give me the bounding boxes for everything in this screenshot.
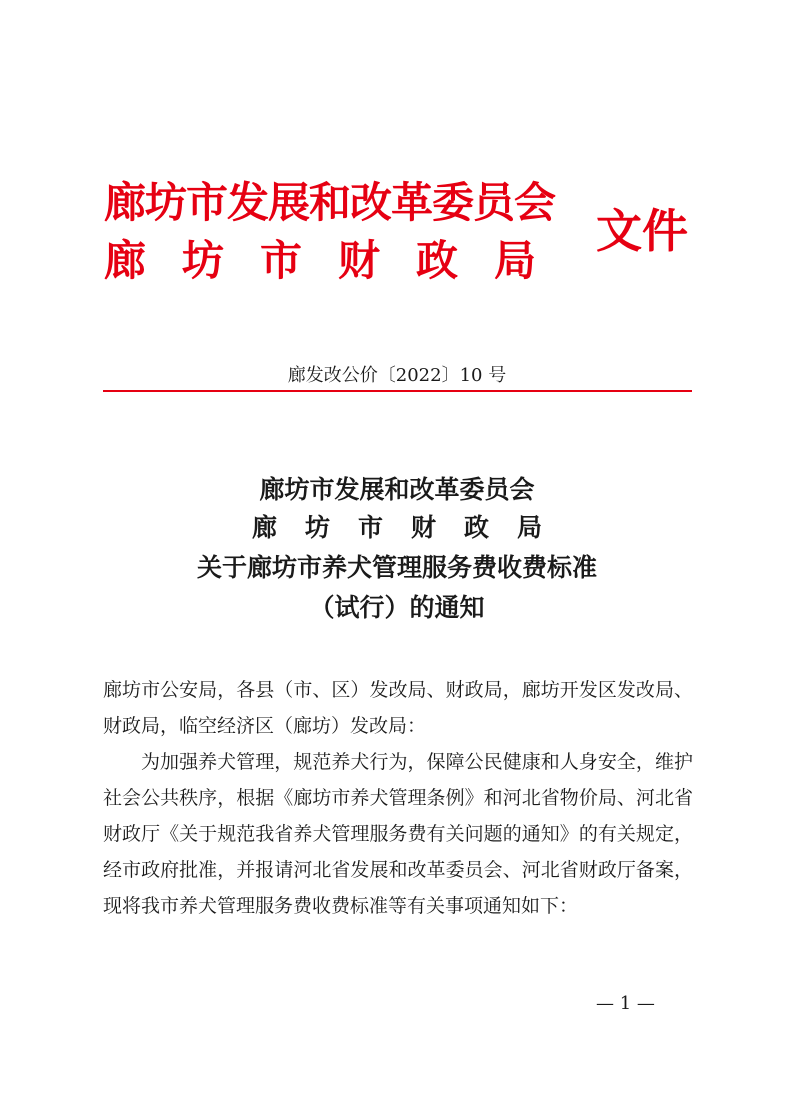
- title-line-1: 廊坊市发展和改革委员会: [259, 475, 535, 504]
- masthead-issuer-line-1: 廊坊市发展和改革委员会: [104, 178, 556, 227]
- addressee: 廊坊市公安局，各县（市、区）发改局、财政局，廊坊开发区发改局、财政局，临空经济区（廊坊）发改局：: [103, 679, 693, 737]
- masthead-suffix: 文件: [596, 204, 688, 258]
- title-line-2: 廊坊市财政局: [251, 513, 570, 542]
- page-number: — 1 —: [596, 993, 655, 1014]
- body-paragraph: 为加强养犬管理，规范养犬行为，保障公民健康和人身安全，维护社会公共秩序，根据《廊坊市养犬管理条例》和河北省物价局、河北省财政厅《关于规范我省养犬管理服务费有关问题的通知》的有关规定，经市政府批准，并报请河北省发展和改革委员会、河北省财政厅备案，现将我市养犬管理服务费收费标准等有关事项通知如下：: [103, 751, 693, 917]
- masthead-issuer-line-2: 廊坊市财政局: [104, 236, 573, 285]
- red-divider-line: [103, 390, 692, 392]
- document-number: 廊发改公价〔2022〕10 号: [287, 365, 507, 386]
- title-line-3: 关于廊坊市养犬管理服务费收费标准: [196, 553, 597, 582]
- title-line-4: （试行）的通知: [309, 593, 485, 622]
